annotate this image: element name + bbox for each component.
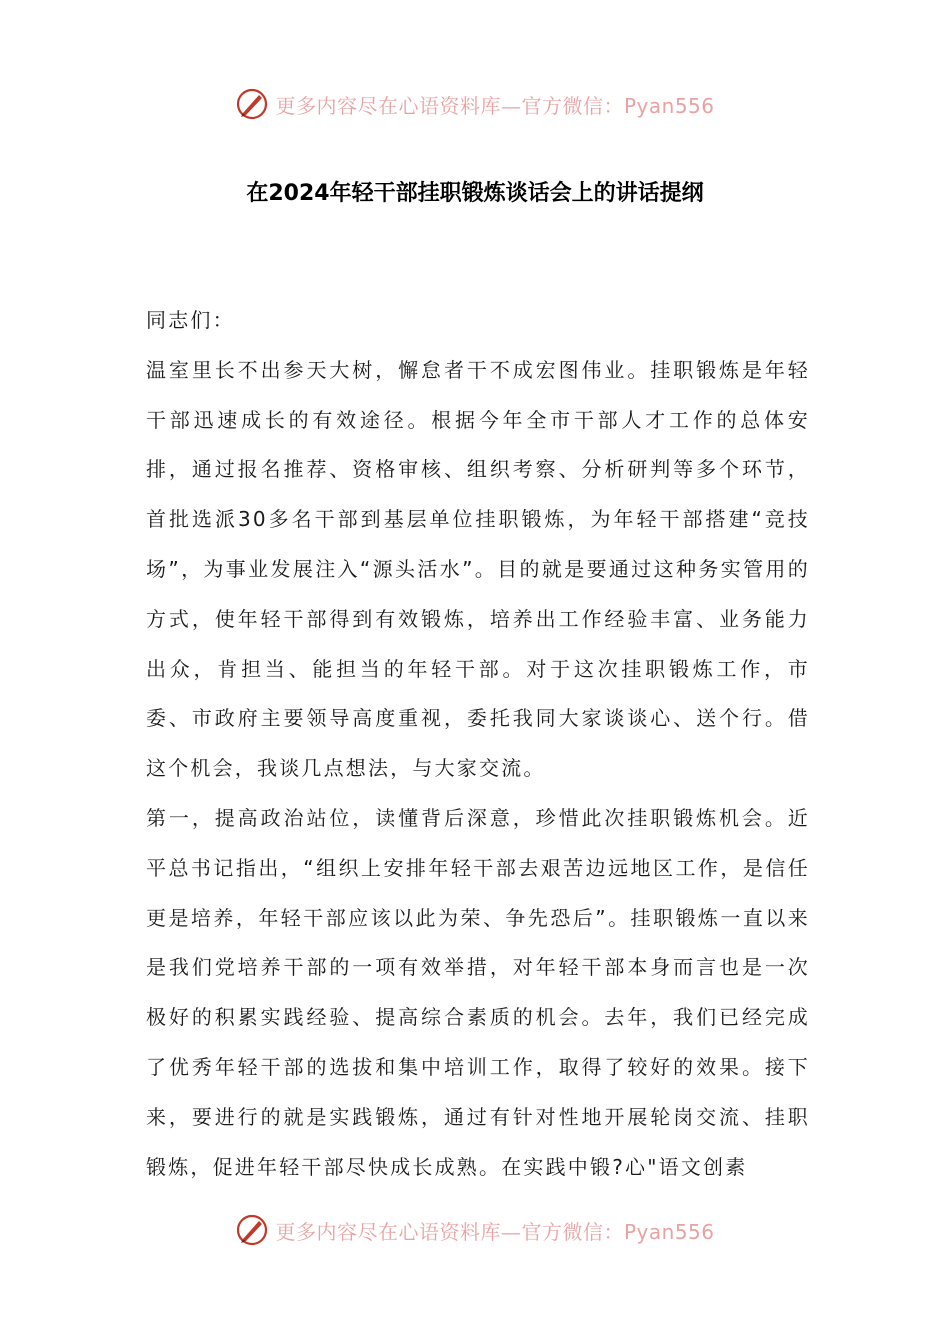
quill-pen-icon xyxy=(235,87,269,121)
quill-pen-icon xyxy=(235,1213,269,1247)
document-title: 在2024年轻干部挂职锻炼谈话会上的讲话提纲 xyxy=(246,181,704,206)
banner-text: 更多内容尽在心语资料库—官方微信：Pyan556 xyxy=(275,1219,715,1244)
header-banner xyxy=(0,84,950,124)
banner-text: 更多内容尽在心语资料库—官方微信：Pyan556 xyxy=(275,93,715,118)
salutation: 同志们： xyxy=(146,308,235,332)
wechat-id: Pyan556 xyxy=(623,93,715,118)
paragraph: 第一，提高政治站位，读懂背后深意，珍惜此次挂职锻炼机会。近平总书记指出，“组织上安排年轻干部去艰苦边远地区工作，是信任更是培养，年轻干部应该以此为荣、争先恐后”。挂职锻炼一直以来是我们党培养干部的一项有效举措，对年轻干部本身而言也是一次极好的积累实践经验、提高综合素质的机会。去年，我们已经完成了优秀年轻干部的选拔和集中培训工作，取得了较好的效果。接下来，要进行的就是实践锻炼，通过有针对性地开展轮岗交流、挂职锻炼，促进年轻干部尽快成长成熟。在实践中锻?心"语文创素 xyxy=(146,805,810,1179)
document-body xyxy=(146,296,810,1192)
wechat-id: Pyan556 xyxy=(623,1219,715,1244)
footer-banner xyxy=(0,1210,950,1250)
paragraph: 温室里长不出参天大树，懈怠者干不成宏图伟业。挂职锻炼是年轻干部迅速成长的有效途径。根据今年全市干部人才工作的总体安排，通过报名推荐、资格审核、组织考察、分析研判等多个环节，首批选派30多名干部到基层单位挂职锻炼，为年轻干部搭建“竞技场”，为事业发展注入“源头活水”。目的就是要通过这种务实管用的方式，使年轻干部得到有效锻炼，培养出工作经验丰富、业务能力出众，肯担当、能担当的年轻干部。对于这次挂职锻炼工作，市委、市政府主要领导高度重视，委托我同大家谈谈心、送个行。借这个机会，我谈几点想法，与大家交流。 xyxy=(146,357,810,781)
